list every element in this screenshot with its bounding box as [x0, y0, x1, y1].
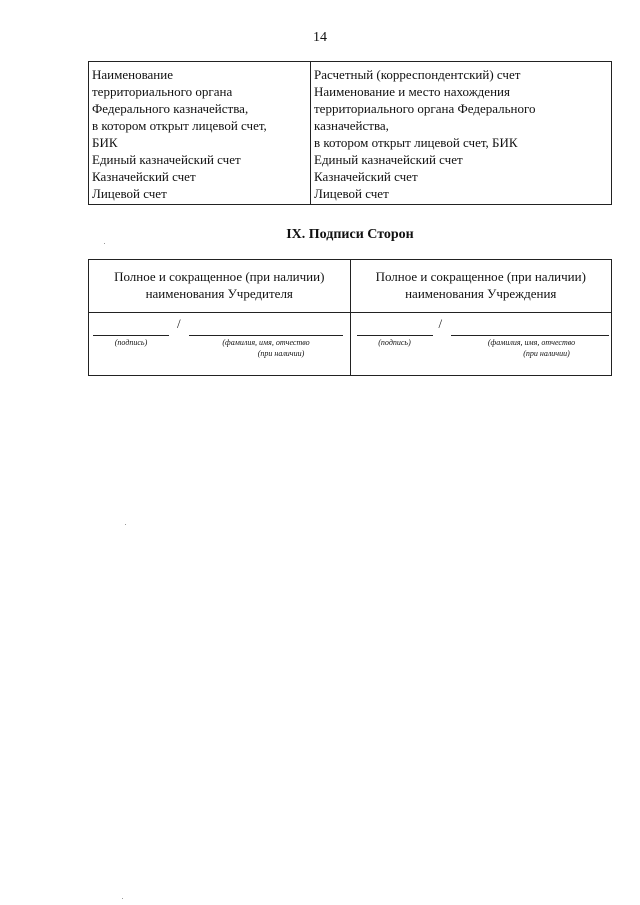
requisites-line: Лицевой счет — [314, 186, 389, 201]
requisites-line: Казначейский счет — [92, 169, 196, 184]
requisites-table — [88, 61, 612, 205]
institution-signature-cell — [350, 313, 612, 376]
requisites-line: Наименование — [92, 67, 173, 82]
institution-signature-line — [357, 325, 433, 336]
scan-speck — [122, 898, 123, 899]
requisites-line: территориального органа Федерального — [314, 101, 536, 116]
requisites-line: Федерального казначейства, — [92, 101, 249, 116]
founder-signature-line — [93, 325, 169, 336]
requisites-institution-cell — [311, 62, 612, 205]
founder-signature-caption: (подпись) — [114, 338, 148, 347]
signatures-table — [88, 259, 612, 376]
institution-separator: / — [438, 316, 443, 331]
page-number: 14 — [313, 30, 327, 45]
signatures-row — [89, 313, 612, 376]
institution-name-line — [451, 325, 609, 336]
institution-name-caption-line: (при наличии) — [523, 349, 570, 358]
requisites-line: Расчетный (корреспондентский) счет — [314, 67, 521, 82]
requisites-line: в котором открыт лицевой счет, — [92, 118, 267, 133]
requisites-line: Единый казначейский счет — [92, 152, 241, 167]
requisites-row — [89, 62, 612, 205]
founder-header — [89, 260, 351, 313]
requisites-founder-cell — [89, 62, 311, 205]
founder-name-caption-line: (при наличии) — [257, 349, 305, 358]
founder-separator: / — [177, 316, 181, 331]
institution-header-line: наименования Учреждения — [405, 286, 557, 301]
founder-name-line — [189, 325, 343, 336]
requisites-line: Казначейский счет — [314, 169, 418, 184]
scan-speck — [125, 524, 126, 525]
requisites-line: Единый казначейский счет — [314, 152, 463, 167]
founder-header-line: Полное и сокращенное (при наличии) — [114, 269, 325, 284]
scan-speck — [104, 243, 105, 244]
requisites-line: БИК — [92, 135, 118, 150]
requisites-line: Лицевой счет — [92, 186, 167, 201]
institution-header — [350, 260, 612, 313]
section-title: IX. Подписи Сторон — [286, 227, 414, 242]
requisites-line: в котором открыт лицевой счет, БИК — [314, 135, 518, 150]
founder-header-line: наименования Учредителя — [145, 286, 293, 301]
institution-header-line: Полное и сокращенное (при наличии) — [375, 269, 586, 284]
institution-signature-caption: (подпись) — [378, 338, 411, 347]
requisites-line: территориального органа — [92, 84, 233, 99]
requisites-line: Наименование и место нахождения — [314, 84, 510, 99]
requisites-line: казначейства, — [314, 118, 389, 133]
founder-signature-cell — [89, 313, 351, 376]
signatures-header-row — [89, 260, 612, 313]
institution-name-caption-line: (фамилия, имя, отчество — [487, 338, 576, 347]
founder-name-caption-line: (фамилия, имя, отчество — [222, 338, 310, 347]
